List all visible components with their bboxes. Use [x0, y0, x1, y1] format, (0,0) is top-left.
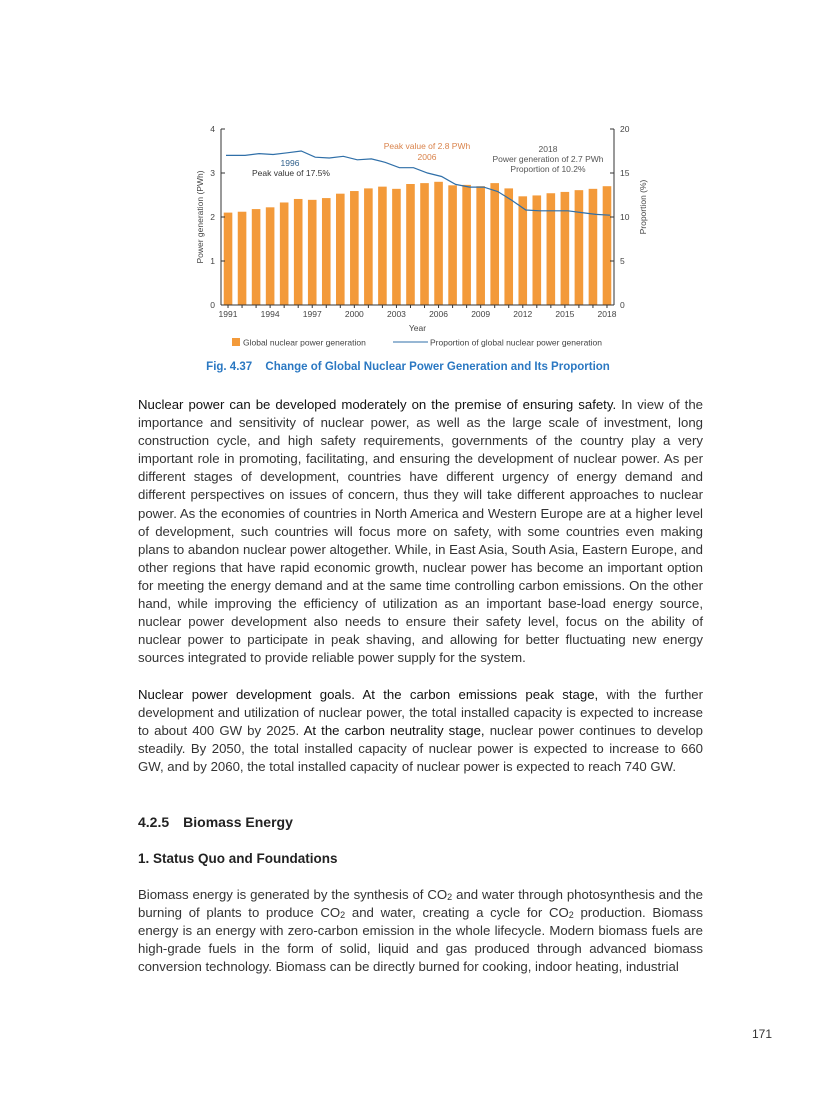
page-number: 171 — [752, 1027, 773, 1041]
bar — [589, 189, 598, 305]
svg-text:10: 10 — [620, 212, 630, 222]
bar — [322, 198, 331, 305]
bar — [603, 186, 612, 305]
bar — [294, 199, 303, 305]
subsection-heading: 1. Status Quo and Foundations — [138, 851, 338, 866]
svg-text:0: 0 — [620, 300, 625, 310]
paragraph-nuclear-goals: Nuclear power development goals. At the carbon emissions peak stage, with the further development and utilization of nuclear power, the total installed capacity is expected to increase to about 400 GW by 2025. At the carbon neutrality stage, nuclear power continues to develop steadily. By 2050, the total installed capacity of nuclear power is expected to increase to 660 GW, and by 2060, the total installed capacity of nuclear power is expected to reach 740 GW. — [138, 687, 704, 775]
bar — [252, 209, 261, 305]
svg-text:3: 3 — [210, 168, 215, 178]
svg-text:1994: 1994 — [260, 309, 280, 319]
bar — [336, 194, 345, 305]
section-heading: 4.2.5 Biomass Energy — [138, 814, 293, 830]
svg-text:15: 15 — [620, 168, 630, 178]
svg-text:1996: 1996 — [280, 158, 300, 168]
bar — [392, 189, 401, 305]
bar — [434, 182, 443, 305]
bar — [448, 185, 457, 305]
svg-text:Proportion (%): Proportion (%) — [638, 179, 648, 235]
svg-text:2012: 2012 — [513, 309, 533, 319]
bar — [266, 207, 275, 305]
svg-text:2006: 2006 — [417, 152, 437, 162]
svg-text:Global nuclear power generatio: Global nuclear power generation — [243, 337, 366, 348]
paragraph-nuclear-safety: Nuclear power can be developed moderately on the premise of ensuring safety. In view of the importance and sensitivity of nuclear power, as well as the large scale of investment, long construction cycle, and high safety requirements, governments of the country play a very important role in promoting, facilitating, and ensuring the development of nuclear power. As per different stages of development, countries have different urgency of energy demand and different perspectives on issues of concern, thus they will take different approaches to nuclear power. As the economies of countries in North America and Western Europe are at a higher level of development, such countries will focus more on safety, with some countries even making plans to abandon nuclear power altogether. While, in East Asia, South Asia, Eastern Europe, and other regions that have rapid economic growth, nuclear power has become an important option for meeting the energy demand and at the same time controlling carbon emissions. On the other hand, while improving the efficiency of utilization as an important base-load energy source, nuclear power development also needs to ensure their safety level, focus on the ability of nuclear power to participate in peak shaving, and allowing for better fluctuating new energy sources integrated to provide reliable power supply for the system. — [138, 397, 703, 666]
paragraph-lead-2: At the carbon neutrality stage, — [303, 723, 485, 739]
bar — [238, 212, 247, 305]
svg-text:2009: 2009 — [471, 309, 491, 319]
paragraph-lead: Nuclear power development goals. At the carbon emissions peak stage, — [138, 687, 599, 702]
bar — [364, 188, 373, 305]
svg-text:2: 2 — [210, 212, 215, 222]
svg-text:1997: 1997 — [302, 309, 322, 319]
bar — [378, 187, 387, 305]
bar — [547, 193, 556, 305]
svg-text:Peak value of 17.5%: Peak value of 17.5% — [252, 168, 330, 178]
svg-text:2015: 2015 — [555, 309, 575, 319]
svg-text:0: 0 — [210, 300, 215, 310]
bar — [575, 190, 584, 305]
svg-text:Proportion of 10.2%: Proportion of 10.2% — [510, 164, 586, 174]
svg-text:2018: 2018 — [538, 144, 558, 154]
bar — [406, 184, 415, 305]
bar — [561, 192, 570, 305]
svg-text:Year: Year — [408, 323, 427, 333]
bar — [308, 200, 317, 305]
bar — [518, 196, 527, 305]
bar — [476, 186, 485, 305]
svg-text:2018: 2018 — [597, 309, 617, 319]
svg-text:Power generation of 2.7 PWh: Power generation of 2.7 PWh — [492, 154, 604, 164]
bar — [490, 183, 499, 305]
svg-text:20: 20 — [620, 124, 630, 134]
paragraph-lead: Nuclear power can be developed moderately on the premise of ensuring safety. — [138, 397, 617, 412]
svg-text:2003: 2003 — [386, 309, 406, 319]
svg-text:1: 1 — [210, 256, 215, 266]
bar — [462, 185, 471, 305]
figure-caption — [0, 361, 816, 373]
svg-text:Peak value of 2.8 PWh: Peak value of 2.8 PWh — [383, 141, 471, 151]
figure-number: Fig. 4.37 — [206, 361, 253, 373]
bar — [533, 195, 542, 305]
svg-text:2006: 2006 — [429, 309, 449, 319]
svg-text:4: 4 — [210, 124, 215, 134]
svg-text:2000: 2000 — [344, 309, 364, 319]
figure-title: Change of Global Nuclear Power Generation and Its Proportion — [265, 361, 610, 373]
legend-bar-swatch — [232, 338, 240, 346]
svg-text:Power generation (PWh): Power generation (PWh) — [195, 170, 205, 264]
paragraph-biomass: Biomass energy is generated by the synthesis of $CO_2$ and water through photosynthesis and the burning of plants to produce $CO_2$ and water, creating a cycle for $CO_2$ production. Biomass energy is an energy with zero-carbon emission in the whole lifecycle. Modern biomass fuels are high-grade fuels in the form of solid, liquid and gas produced through advanced biomass conversion technology. Biomass can be directly burned for cooking, indoor heating, industrial — [138, 887, 703, 975]
bar — [504, 188, 513, 305]
bar — [280, 202, 289, 305]
svg-text:1991: 1991 — [218, 309, 238, 319]
nuclear-power-chart — [0, 0, 816, 360]
bar — [224, 213, 233, 305]
svg-text:Proportion of global nuclear p: Proportion of global nuclear power generation — [430, 337, 603, 348]
svg-text:5: 5 — [620, 256, 625, 266]
bar — [420, 183, 429, 305]
bar — [350, 191, 359, 305]
